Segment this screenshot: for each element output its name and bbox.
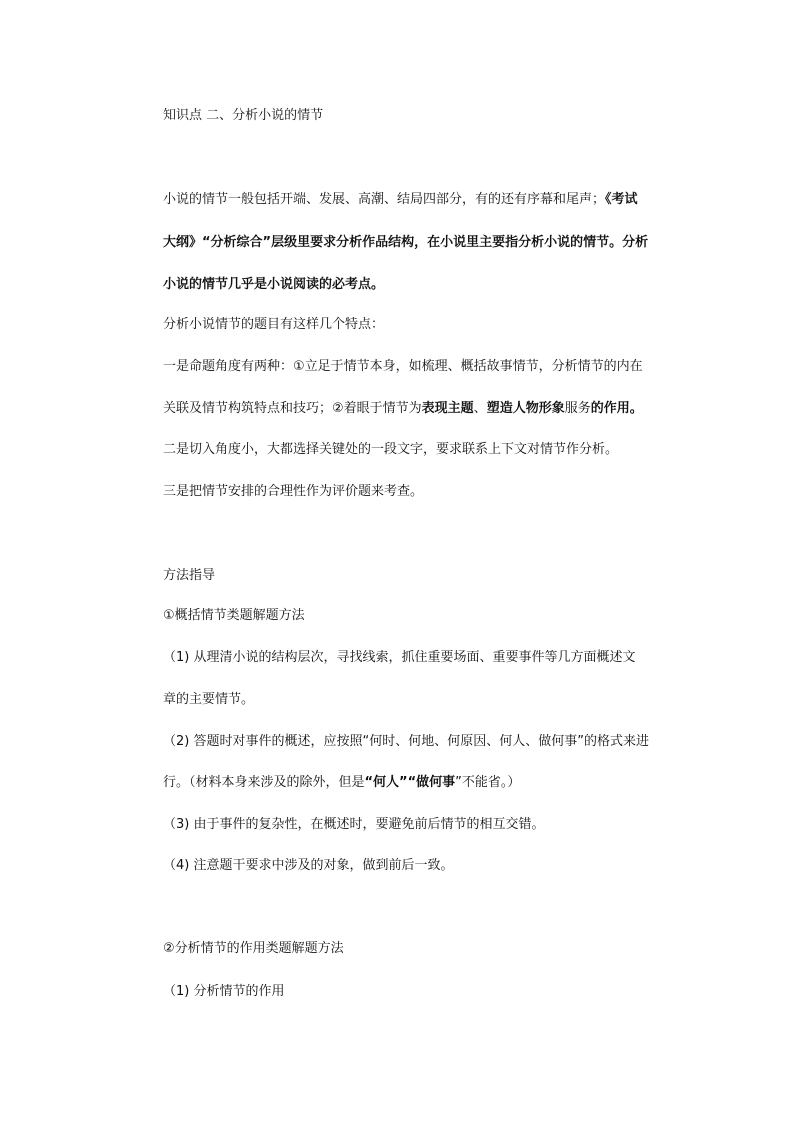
intro-line-1-bold: 《考试 (605, 192, 638, 207)
feature-1-text-e: 服务 (564, 401, 591, 416)
intro-line-2: 大纲》“分析综合”层级里要求分析作品结构，在小说里主要指分析小说的情节。分析 (163, 235, 649, 250)
method-1-step-2-text-c: ”不能省。） (455, 775, 521, 790)
section-heading: 知识点 二、分析小说的情节 (163, 108, 324, 123)
intro-line-3: 小说的情节几乎是小说阅读的必考点。 (163, 277, 385, 292)
feature-3: 三是把情节安排的合理性作为评价题来考查。 (163, 484, 424, 499)
method-title: 方法指导 (163, 568, 216, 583)
feature-1-text-a: 关联及情节构筑特点和技巧；②着眼于情节为 (163, 401, 422, 416)
feature-1-bold-character: 塑造人物形象 (486, 401, 565, 416)
method-1-step-2-text-a: 行。（材料本身来涉及的除外，但是 (163, 775, 365, 790)
method-1-step-4: （4) 注意题干要求中涉及的对象，做到前后一致。 (163, 858, 454, 873)
feature-1-bold-theme: 表现主题 (421, 401, 474, 416)
method-1-step-3: （3) 由于事件的复杂性，在概述时，要避免前后情节的相互交错。 (163, 817, 545, 832)
method-1-step-1-line-2: 章的主要情节。 (163, 692, 255, 707)
intro-line-1 (163, 191, 638, 209)
feature-1-line-1: 一是命题角度有两种：①立足于情节本身，如梳理、概括故事情节，分析情节的内在 (163, 359, 643, 374)
method-1-step-2-line-2 (163, 774, 520, 792)
method-2-title: ②分析情节的作用类题解题方法 (163, 941, 344, 956)
method-2-step-1: （1) 分析情节的作用 (163, 984, 285, 999)
method-1-step-2-bold: “何人”“做何事 (364, 775, 456, 790)
feature-1-text-c: 、 (473, 401, 487, 416)
feature-1-bold-effect: 的作用。 (590, 401, 643, 416)
feature-2: 二是切入角度小，大都选择关键处的一段文字，要求联系上下文对情节作分析。 (163, 442, 619, 457)
method-1-step-2-line-1: （2) 答题时对事件的概述，应按照“何时、何地、何原因、何人、做何事”的格式来进 (163, 734, 649, 749)
features-lead: 分析小说情节的题目有这样几个特点： (163, 317, 385, 332)
intro-line-1-text: 小说的情节一般包括开端、发展、高潮、结局四部分，有的还有序幕和尾声； (163, 192, 606, 207)
feature-1-line-2 (163, 400, 643, 418)
method-1-title: ①概括情节类题解题方法 (163, 608, 305, 623)
method-1-step-1-line-1: （1) 从理清小说的结构层次，寻找线索，抓住重要场面、重要事件等几方面概述文 (163, 650, 636, 665)
